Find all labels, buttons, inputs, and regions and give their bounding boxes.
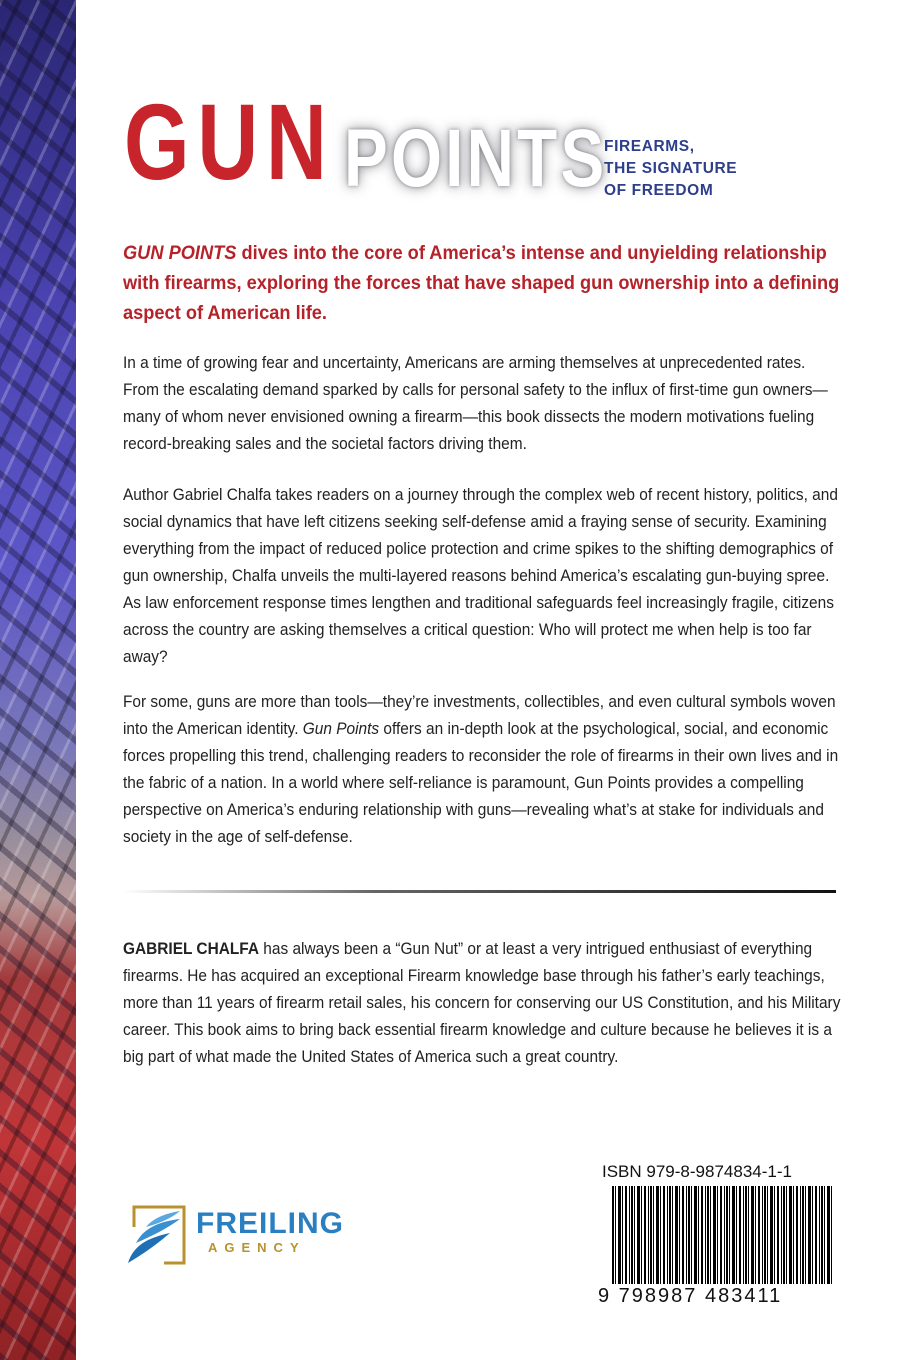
lead-italic-title: GUN POINTS	[123, 242, 237, 264]
paragraph-3	[123, 689, 843, 851]
author-bio-text: has always been a “Gun Nut” or at least a very intrigued enthusiast of everything firearms. He has acquired an exceptional Firearm knowledge base through his father’s early teachings, more than 11 years of firearm retail sales, his concern for conserving our US Constitution, and his Military career. This book aims to bring back essential firearm knowledge and culture because he believes it is a big part of what made the United States of America such a great country.	[123, 940, 841, 1066]
publisher-name: FREILING	[196, 1207, 344, 1240]
paragraph-3-start: For some, guns are more than tools—they’re investments, collectibles, and even cultural symbols woven into the American identity.	[123, 693, 836, 738]
subtitle-line: OF FREEDOM	[604, 182, 714, 199]
publisher-logo	[124, 1203, 364, 1269]
subtitle-line: THE SIGNATURE	[604, 160, 738, 177]
barcode	[598, 1162, 838, 1327]
title-points: POINTS	[344, 113, 608, 204]
flame-icon	[124, 1203, 190, 1269]
paragraph-1: In a time of growing fear and uncertainty, Americans are arming themselves at unprecedented rates. From the escalating demand sparked by calls for personal safety to the influx of first-time gun owners—many of whom never envisioned owning a firearm—this book dissects the modern motivations fueling record-breaking sales and the societal factors driving them.	[123, 354, 828, 453]
bullet-spine-texture	[0, 0, 76, 1360]
publisher-sub: AGENCY	[208, 1240, 306, 1255]
paragraph-3-italic: Gun Points	[302, 720, 380, 738]
author-name: GABRIEL CHALFA	[123, 940, 259, 958]
paragraph-2: Author Gabriel Chalfa takes readers on a journey through the complex web of recent history, politics, and social dynamics that have left citizens seeking self-defense amid a fraying sense of security. Examining everything from the impact of reduced police protection and crime spikes to the shifting demographics of gun ownership, Chalfa unveils the multi-layered reasons behind America’s escalating gun-buying spree. As law enforcement response times lengthen and traditional safeguards feel increasingly fragile, citizens across the country are asking themselves a critical question: Who will protect me when help is too far away?	[123, 486, 838, 666]
lead-paragraph	[123, 238, 843, 328]
section-divider	[123, 890, 836, 893]
barcode-digits: 9 798987 483411	[598, 1284, 838, 1308]
isbn-label: ISBN 979-8-9874834-1-1	[602, 1162, 792, 1181]
subtitle-line: FIREARMS,	[604, 138, 695, 155]
barcode-bars	[612, 1186, 834, 1286]
subtitle	[604, 136, 737, 202]
lead-text: dives into the core of America’s intense and unyielding relationship with firearms, exploring the forces that have shaped gun ownership into a defining aspect of American life.	[123, 242, 840, 324]
author-bio	[123, 936, 843, 1071]
back-cover-content	[76, 0, 907, 1360]
title-gun: GUN	[124, 81, 335, 202]
paragraph-3-end: offers an in-depth look at the psychological, social, and economic forces propelling this trend, challenging readers to reconsider the role of firearms in their own lives and in the fabric of a nation. In a world where self-reliance is paramount, Gun Points provides a compelling perspective on America’s enduring relationship with guns—revealing what’s at stake for individuals and society in the age of self-defense.	[123, 720, 839, 846]
